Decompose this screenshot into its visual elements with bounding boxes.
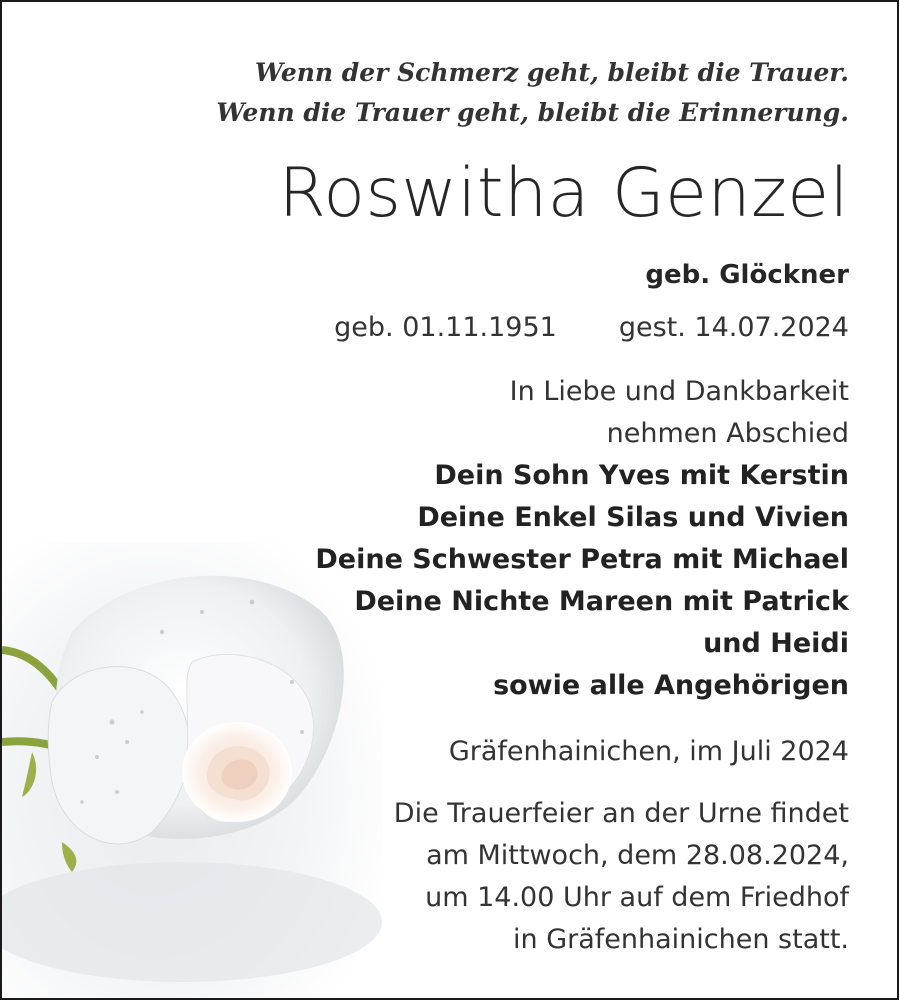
white-rose-image (2, 542, 382, 998)
funeral-info-line: Die Trauerfeier an der Urne findet (393, 798, 849, 829)
quote-line-1: Wenn der Schmerz geht, bleibt die Trauer. (254, 58, 849, 87)
mourner-line: sowie alle Angehörigen (493, 670, 849, 701)
birth-date: geb. 01.11.1951 (334, 312, 557, 343)
mourner-line: Deine Nichte Mareen mit Patrick (354, 586, 849, 617)
mourner-line: Deine Enkel Silas und Vivien (417, 502, 849, 533)
mourner-line: und Heidi (703, 628, 849, 659)
quote-line-2: Wenn die Trauer geht, bleibt die Erinnerung. (216, 98, 849, 127)
funeral-info-line: um 14.00 Uhr auf dem Friedhof (425, 882, 849, 913)
deceased-name: Roswitha Genzel (278, 154, 849, 233)
maiden-name: geb. Glöckner (645, 260, 849, 290)
mourner-line: Dein Sohn Yves mit Kerstin (434, 460, 849, 491)
place-and-date: Gräfenhainichen, im Juli 2024 (448, 736, 849, 767)
funeral-info-line: am Mittwoch, dem 28.08.2024, (426, 840, 849, 871)
funeral-info-line: in Gräfenhainichen statt. (513, 924, 849, 955)
farewell-line-1: In Liebe und Dankbarkeit (509, 376, 849, 407)
mourner-line: Deine Schwester Petra mit Michael (315, 544, 849, 575)
death-date: gest. 14.07.2024 (618, 312, 849, 343)
farewell-line-2: nehmen Abschied (606, 418, 849, 449)
life-dates (334, 312, 849, 343)
